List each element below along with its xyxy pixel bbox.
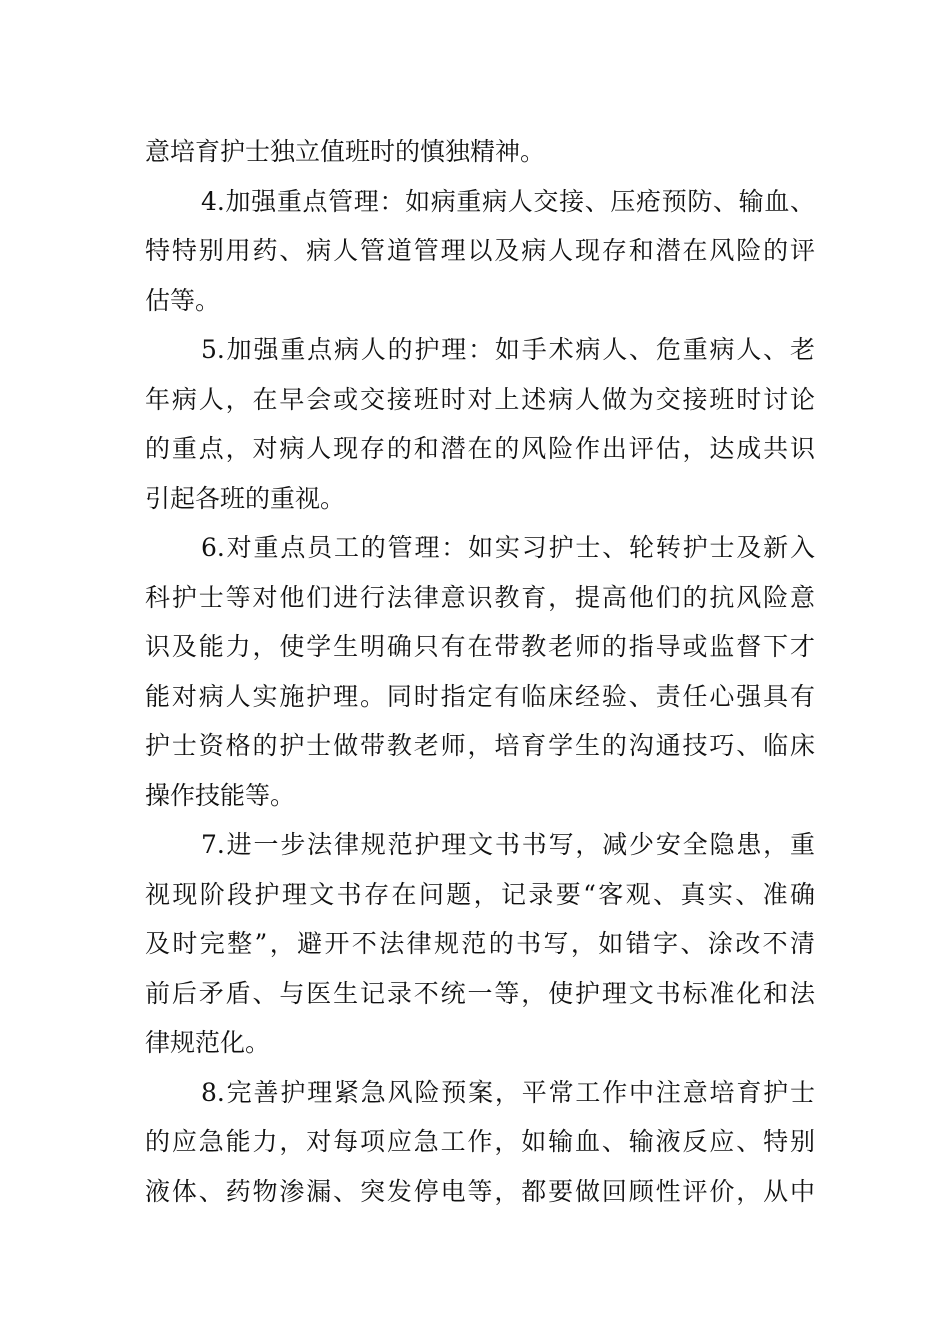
paragraph-8: [145, 1068, 815, 1217]
text-line: 意培育护士独立值班时的慎独精神。: [145, 137, 546, 166]
text-line: 科护士等对他们进行法律意识教育，提高他们的抗风险意: [145, 582, 815, 612]
text-line: 能对病人实施护理。同时指定有临床经验、责任心强具有: [145, 681, 815, 711]
text-line: 6.对重点员工的管理：如实习护士、轮转护士及新入: [201, 533, 815, 562]
paragraph-7: [145, 820, 815, 1068]
text-line: 引起各班的重视。: [145, 483, 346, 513]
text-line: 前后矛盾、与医生记录不统一等，使护理文书标准化和法: [145, 978, 815, 1008]
text-line: 液体、药物渗漏、突发停电等，都要做回顾性评价，从中: [145, 1176, 815, 1206]
text-line: 年病人，在早会或交接班时对上述病人做为交接班时讨论: [145, 384, 815, 414]
paragraph-4: [145, 177, 815, 326]
text-line: 的应急能力，对每项应急工作，如输血、输液反应、特别: [145, 1127, 815, 1156]
text-line: 8.完善护理紧急风险预案，平常工作中注意培育护士: [201, 1077, 815, 1107]
text-line: 7.进一步法律规范护理文书书写，减少安全隐患，重: [201, 830, 815, 859]
text-line: 4.加强重点管理：如病重病人交接、压疮预防、输血、: [201, 186, 815, 216]
paragraph-5: [145, 325, 815, 523]
text-line: 操作技能等。: [145, 780, 296, 810]
text-line: 的重点，对病人现存的和潜在的风险作出评估，达成共识: [145, 434, 815, 463]
text-line: 视现阶段护理文书存在问题，记录要“客观、真实、准确: [145, 879, 815, 909]
text-line: 特特别用药、病人管道管理以及病人现存和潜在风险的评: [145, 236, 815, 265]
text-line: 识及能力，使学生明确只有在带教老师的指导或监督下才: [145, 632, 815, 661]
text-line: 护士资格的护士做带教老师，培育学生的沟通技巧、临床: [145, 731, 815, 760]
text-line: 律规范化。: [145, 1028, 271, 1057]
text-line: 5.加强重点病人的护理：如手术病人、危重病人、老: [201, 335, 815, 364]
text-line: 估等。: [145, 285, 221, 315]
paragraph-6: [145, 523, 815, 820]
document-body: [145, 127, 815, 1216]
text-line: 及时完整”，避开不法律规范的书写，如错字、涂改不清: [145, 929, 815, 958]
paragraph-3-tail: [145, 127, 815, 177]
